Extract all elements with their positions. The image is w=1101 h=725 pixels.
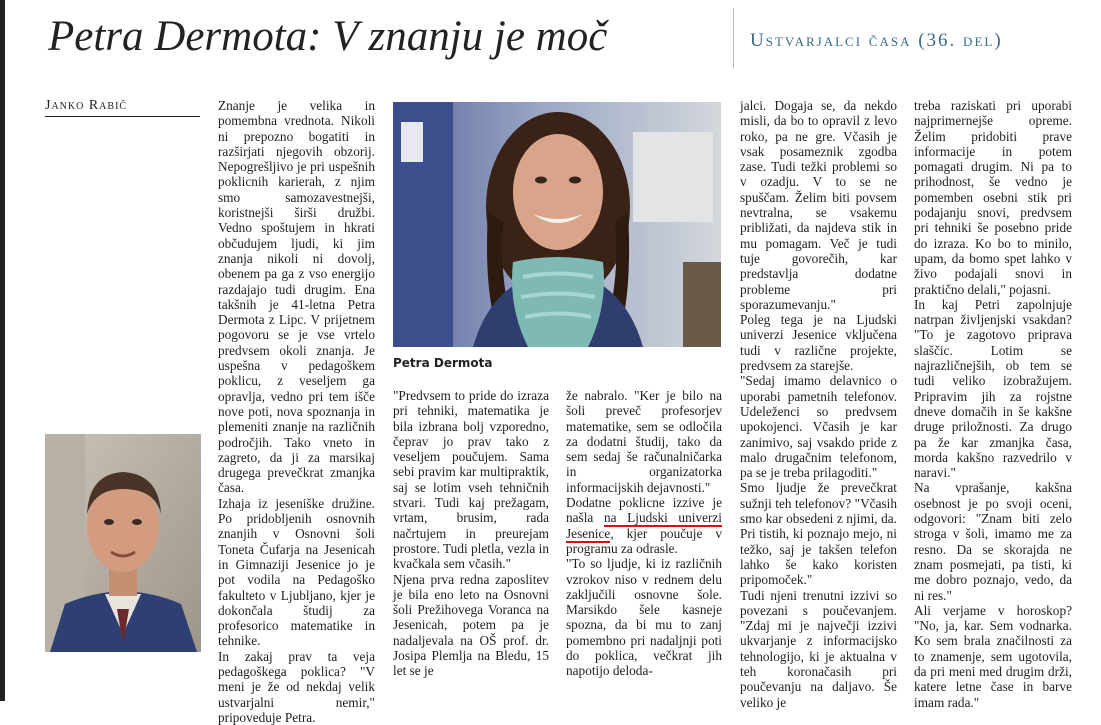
article-title: Petra Dermota: V znanju je moč bbox=[48, 13, 608, 60]
photo-caption: Petra Dermota bbox=[393, 356, 493, 370]
main-photo-image bbox=[393, 102, 721, 347]
article-column-5 bbox=[914, 98, 1072, 710]
paragraph: že nabralo. "Ker je bilo na šoli preveč profesorjev matematike, sem se odločila za dodatni študij, tako da sem sedaj še računalničarka in organizatorka informacijskih dejavnosti." bbox=[566, 388, 722, 495]
paragraph: "Predvsem to pride do izraza pri tehniki, matematika je bila izbrana bolj vzporedno, čeprav jo prav tako z veseljem poučujem. Sama sebi pravim kar multipraktik, saj se lotim vseh tehničnih stvari. Tudi kaj prežagam, vrtam, brusim, rada načrtujem in preurejam prostore. Tudi pletla, vezla in kvačkala sem včasih." bbox=[393, 388, 549, 572]
paragraph: treba raziskati pri uporabi najprimernejše opreme. Želim pridobiti prave informacije in potem pomagati drugim. Ni pa to prihodnost, še vedno je pomemben osebni stik pri podajanju snovi, predvsem pri tehniki še posebno pride do izraza. Ko bo to minilo, upam, da bomo spet lahko v živo podajali snovi in praktično delali," pojasni. bbox=[914, 98, 1072, 297]
paragraph: Na vprašanje, kakšna osebnost je po svoji oceni, odgovori: "Znam biti zelo stroga v šoli, imamo me za resno. Da se skorajda ne znam posmejati, pa tisti, ki me dobro poznajo, vedo, da ni res." bbox=[914, 480, 1072, 603]
paragraph: Tudi njeni trenutni izzivi so povezani s poučevanjem. "Zdaj mi je največji izzivi ukvarjanje z informacijsko tehnologijo, ki je aktualna v teh koronačasih pri poučevanju na daljavo. Še veliko je bbox=[740, 587, 897, 710]
paragraph: "To so ljudje, ki iz različnih vzrokov niso v rednem delu zaključili osnovne šole. Marsikdo šele kasneje spozna, da bi mu to zanj pomembno pri nadaljnji poti do poklica, večkrat jih napotijo deloda- bbox=[566, 556, 722, 679]
paragraph: In kaj Petri zapolnjuje natrpan življenjski vsakdan? "To je zagotovo priprava slaščic. Lotim se najrazličnejših, ob tem se tudi veliko izobražujem. Pripravim jih za rojstne dneve domačih in še kakšne druge priložnosti. Za drugo pa že kar zmanjka časa, morda kakšno razvedrilo v naravi." bbox=[914, 296, 1072, 481]
author-portrait-image bbox=[45, 434, 201, 652]
series-label: Ustvarjalci časa (36. del) bbox=[750, 30, 1003, 51]
paragraph: Izhaja iz jeseniške družine. Po pridobljenih osnovnih znanjih v Osnovni šoli Toneta Čufarja na Jesenicah in Gimnaziji Jesenice jo je pot vodila na Pedagoško fakulteto v Ljubljano, kjer je dokončala študij za profesorico matematike in tehnike. bbox=[218, 495, 375, 649]
highlighted-link-text: na Ljudski univerzi Jesenice bbox=[566, 510, 722, 541]
paragraph: jalci. Dogaja se, da nekdo misli, da bo to opravil z levo roko, pa ne gre. Včasih je vsak posameznik zgodba zase. Tudi težki problemi so v ozadju. V to se ne spuščam. Želim biti povsem nevtralna, se vsakemu približati, da najdeva stik in mu pomagam. Več je tudi tuje govorečih, kar predstavlja dodatne probleme pri sporazumevanju." bbox=[740, 98, 897, 312]
header-divider bbox=[733, 8, 734, 68]
paragraph: Znanje je velika in pomembna vrednota. Nikoli ni prepozno bogatiti in razširjati njegovih obzorij. Nepogrešljivo je pri uspešnih poklicnih karierah, z njim smo samozavestnejši, koristnejši širši družbi. Vedno spoštujem in hkrati občudujem ljudi, ki jim znanja nikoli ni dovolj, obenem pa ga z vso energijo razdajajo tudi drugim. Ena takšnih je 41-letna Petra Dermota z Lipc. V prijetnem pogovoru se je vse vrtelo predvsem okoli znanja. Je uspešna v pedagoškem poklicu, z veseljem ga opravlja, vedno pri tem išče nove poti, nova spoznanja in plemeniti znanje na različnih področjih. Tako vneto in zagreto, da ji za marsikaj drugega prevečkrat zmanjka časa. bbox=[218, 98, 375, 496]
paragraph: Smo ljudje že prevečkrat sužnji teh telefonov? "Včasih smo kar obsedeni z njimi, da. Pri tistih, ki poznajo mejo, ni težko, saj je takšen telefon lahko še kako koristen pripomoček." bbox=[740, 480, 897, 588]
article-column-1 bbox=[218, 98, 375, 725]
article-column-2 bbox=[393, 388, 549, 679]
page-edge-rule bbox=[0, 0, 5, 701]
author-portrait bbox=[45, 434, 201, 652]
paragraph-end: , kjer poučuje v programu za odrasle. bbox=[566, 525, 722, 556]
paragraph: Poleg tega je na Ljudski univerzi Jesenice vključena tudi v različne projekte, predvsem za starejše. bbox=[740, 312, 897, 374]
paragraph bbox=[566, 495, 722, 556]
paragraph: "Sedaj imamo delavnico o uporabi pametnih telefonov. Udeleženci so predvsem upokojenci. Včasih je kar zanimivo, saj vsakdo pride z malo drugačnim telefonom, pa se je treba prilagoditi." bbox=[740, 373, 897, 481]
paragraph: Njena prva redna zaposlitev je bila eno leto na Osnovni šoli Prežihovega Voranca na Jesenicah, potem pa je nadaljevala na OŠ prof. dr. Josipa Plemlja na Bledu, 15 let se je bbox=[393, 571, 549, 679]
article-column-4 bbox=[740, 98, 897, 710]
paragraph-start: Dodatne poklicne izzive je našla bbox=[566, 495, 722, 526]
article-column-3 bbox=[566, 388, 722, 679]
paragraph: Ali verjame v horoskop? "No, ja, kar. Sem vodnarka. Ko sem brala značilnosti za to znamenje, sem ugotovila, da pri meni med drugim drži, katere letne čase in barve imam rada." bbox=[914, 602, 1072, 710]
paragraph: In zakaj prav ta veja pedagoškega poklica? "V meni je že od nekdaj velik ustvarjalni nemir," pripoveduje Petra. bbox=[218, 648, 375, 725]
main-photo bbox=[393, 102, 721, 347]
author-name: Janko Rabič bbox=[45, 98, 128, 113]
author-rule bbox=[45, 116, 200, 117]
